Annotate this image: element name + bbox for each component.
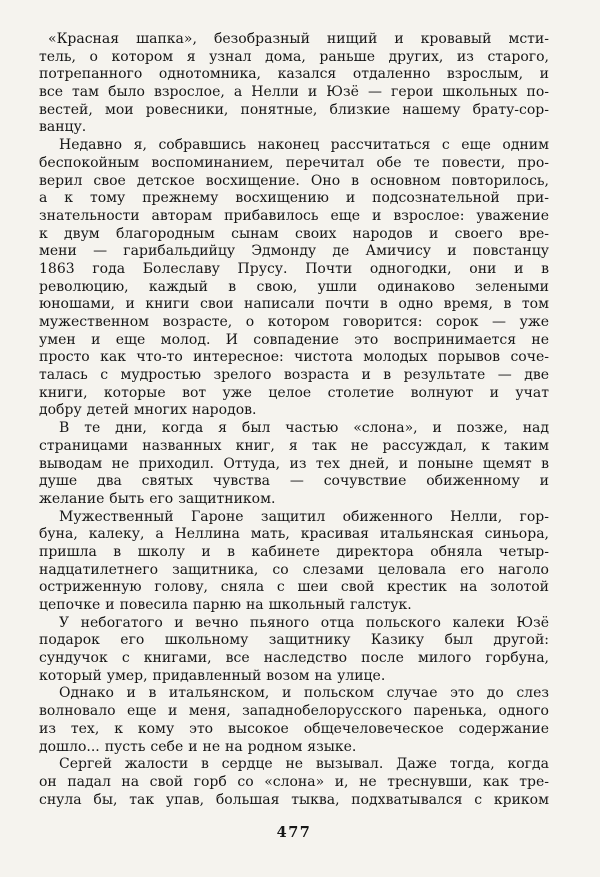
- text-line: тель, о котором я узнал дома, раньше других, из старого,: [39, 48, 549, 65]
- text-line: снула бы, так упав, большая тыква, подхватывался с криком: [39, 791, 549, 808]
- text-line: 1863 года Болеславу Прусу. Почти одногодки, они и в: [39, 260, 549, 277]
- text-line: волновало еще и меня, западнобелорусского паренька, одного: [39, 703, 549, 720]
- text-line: беспокойным воспоминанием, перечитал обе те повести, про-: [39, 154, 549, 171]
- text-line: мужественном возрасте, о котором говорится: сорок — уже: [39, 314, 549, 330]
- text-line: талась с мудростью зрелого возраста и в результате — две: [39, 367, 549, 384]
- text-line: ванцу.: [39, 119, 87, 136]
- text-line: он падал на свой горб со «слона» и, не треснувши, как тре-: [39, 773, 549, 790]
- text-line: к двум благородным сынам своих народов и своего вре-: [39, 225, 549, 242]
- text-line: революцию, каждый в свою, ушли одинаково зелеными: [39, 278, 549, 295]
- text-line: мени — гарибальдийцу Эдмонду де Амичису и повстанцу: [39, 243, 549, 260]
- text-line: умен и еще молод. И совпадение это воспринимается не: [39, 331, 549, 348]
- text-line: просто как что-то интересное: чистота молодых порывов соче-: [39, 349, 549, 366]
- text-line: пришла в школу и в кабинете директора обняла четыр-: [39, 543, 549, 560]
- text-line: В те дни, когда я был частью «слона», и позже, над: [59, 420, 549, 437]
- text-line: цепочке и повесила парню на школьный галстук.: [39, 597, 412, 613]
- text-line: из тех, к кому это высокое общечеловеческое содержание: [39, 720, 549, 737]
- text-line: душе два святых чувства — сочувствие обиженному и: [39, 473, 549, 490]
- text-line: «Красная шапка», безобразный нищий и кровавый мсти-: [48, 31, 549, 47]
- text-line: надцатилетнего защитника, со слезами целовала его наголо: [39, 561, 549, 578]
- text-line: а к тому прежнему восхищению и подсознательной при-: [39, 190, 549, 207]
- text-line: книги, которые вот уже целое столетие волнуют и учат: [39, 384, 549, 401]
- text-line: У небогатого и вечно пьяного отца польского калеки Юзё: [59, 614, 549, 631]
- text-line: Сергей жалости в сердце не вызывал. Даже тогда, когда: [59, 756, 549, 773]
- text-line: дошло... пусть себе и не на родном языке.: [39, 738, 357, 755]
- text-line: который умер, придавленный возом на улице.: [39, 667, 386, 684]
- text-line: выводам не приходил. Оттуда, из тех дней, и поныне щемят в: [39, 455, 549, 472]
- text-line: вестей, мои ровесники, понятные, близкие нашему брату-сор-: [39, 101, 549, 118]
- text-line: все там было взрослое, а Нелли и Юзё — герои школьных по-: [39, 84, 549, 101]
- text-line: желание быть его защитником.: [39, 490, 276, 507]
- page-number: 477: [276, 824, 312, 841]
- text-line: буна, калеку, а Неллина мать, красивая итальянская синьора,: [39, 526, 549, 543]
- text-line: подарок его школьному защитнику Казику был другой:: [39, 632, 549, 649]
- text-line: Мужественный Гароне защитил обиженного Нелли, гор-: [59, 508, 549, 525]
- text-line: верил свое детское восхищение. Оно в основном повторилось,: [39, 172, 549, 189]
- text-line: знательности авторам прибавилось еще и взрослое: уважение: [39, 207, 549, 224]
- text-line: юношами, и книги свои написали почти в одно время, в том: [39, 296, 549, 313]
- text-line: остриженную голову, сняла с шеи свой крестик на золотой: [39, 579, 549, 596]
- text-line: сундучок с книгами, все наследство после милого горбуна,: [39, 650, 549, 667]
- page-text: [39, 31, 549, 809]
- text-line: страницами названных книг, я так не рассуждал, к таким: [39, 437, 549, 454]
- text-line: добру детей многих народов.: [39, 402, 257, 419]
- text-line: Однако и в итальянском, и польском случае это до слез: [59, 685, 549, 702]
- text-line: Недавно я, собравшись наконец рассчитаться с еще одним: [59, 137, 549, 154]
- text-line: потрепанного однотомника, казался отдаленно взрослым, и: [39, 66, 549, 83]
